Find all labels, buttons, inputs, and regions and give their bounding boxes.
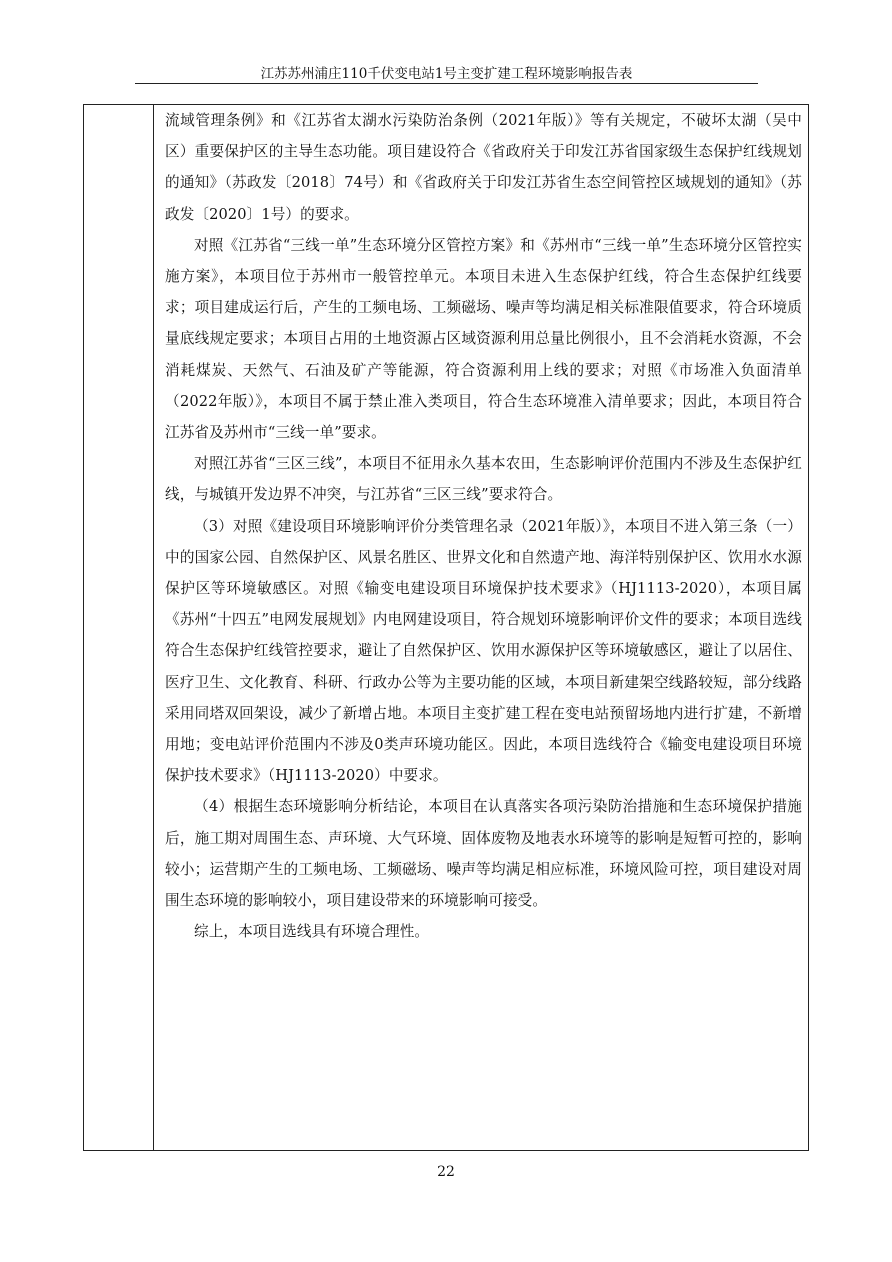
table-label-column (84, 105, 154, 1150)
paragraph-item-4: （4）根据生态环境影响分析结论，本项目在认真落实各项污染防治措施和生态环境保护措施后，施工期对周围生态、声环境、大气环境、固体废物及地表水环境等的影响是短暂可控的，影响较小；运营期产生的工频电场、工频磁场、噪声等均满足相应标准，环境风险可控，项目建设对周围生态环境的影响较小，项目建设带来的环境影响可接受。 (165, 798, 802, 910)
table-content-cell (165, 105, 802, 947)
report-header-title: 江苏苏州浦庄110千伏变电站1号主变扩建工程环境影响报告表 (260, 66, 633, 82)
paragraph-three-zones-three-lines: 对照江苏省“三区三线”，本项目不征用永久基本农田，生态影响评价范围内不涉及生态保护红线，与城镇开发边界不冲突，与江苏省“三区三线”要求符合。 (165, 455, 802, 504)
paragraph-three-lines-one-list: 对照《江苏省“三线一单”生态环境分区管控方案》和《苏州市“三线一单”生态环境分区管控实施方案》，本项目位于苏州市一般管控单元。本项目未进入生态保护红线，符合生态保护红线要求；项目建成运行后，产生的工频电场、工频磁场、噪声等均满足相关标准限值要求，符合环境质量底线规定要求；本项目占用的土地资源占区域资源利用总量比例很小，且不会消耗水资源，不会消耗煤炭、天然气、石油及矿产等能源，符合资源利用上线的要求；对照《市场准入负面清单（2022年版）》，本项目不属于禁止准入类项目，符合生态环境准入清单要求；因此，本项目符合江苏省及苏州市“三线一单”要求。 (165, 236, 802, 442)
content-table (83, 104, 809, 1151)
paragraph-conclusion: 综上，本项目选线具有环境合理性。 (194, 923, 430, 941)
paragraph-continuation: 流域管理条例》和《江苏省太湖水污染防治条例（2021年版）》等有关规定，不破坏太湖（吴中区）重要保护区的主导生态功能。项目建设符合《省政府关于印发江苏省国家级生态保护红线规划的通知》（苏政发〔2018〕74号）和《省政府关于印发江苏省生态空间管控区域规划的通知》（苏政发〔2020〕1号）的要求。 (165, 112, 802, 223)
header-divider (135, 83, 758, 84)
page-number: 22 (437, 1164, 455, 1180)
paragraph-item-3: （3）对照《建设项目环境影响评价分类管理名录（2021年版）》，本项目不进入第三条（一）中的国家公园、自然保护区、风景名胜区、世界文化和自然遗产地、海洋特别保护区、饮用水水源保护区等环境敏感区。对照《输变电建设项目环境保护技术要求》（HJ1113-2020），本项目属《苏州“十四五”电网发展规划》内电网建设项目，符合规划环境影响评价文件的要求；本项目选线符合生态保护红线管控要求，避让了自然保护区、饮用水源保护区等环境敏感区，避让了以居住、医疗卫生、文化教育、科研、行政办公等为主要功能的区域，本项目新建架空线路较短，部分线路采用同塔双回架设，减少了新增占地。本项目主变扩建工程在变电站预留场地内进行扩建，不新增用地；变电站评价范围内不涉及0类声环境功能区。因此，本项目选线符合《输变电建设项目环境保护技术要求》（HJ1113-2020）中要求。 (165, 517, 802, 785)
